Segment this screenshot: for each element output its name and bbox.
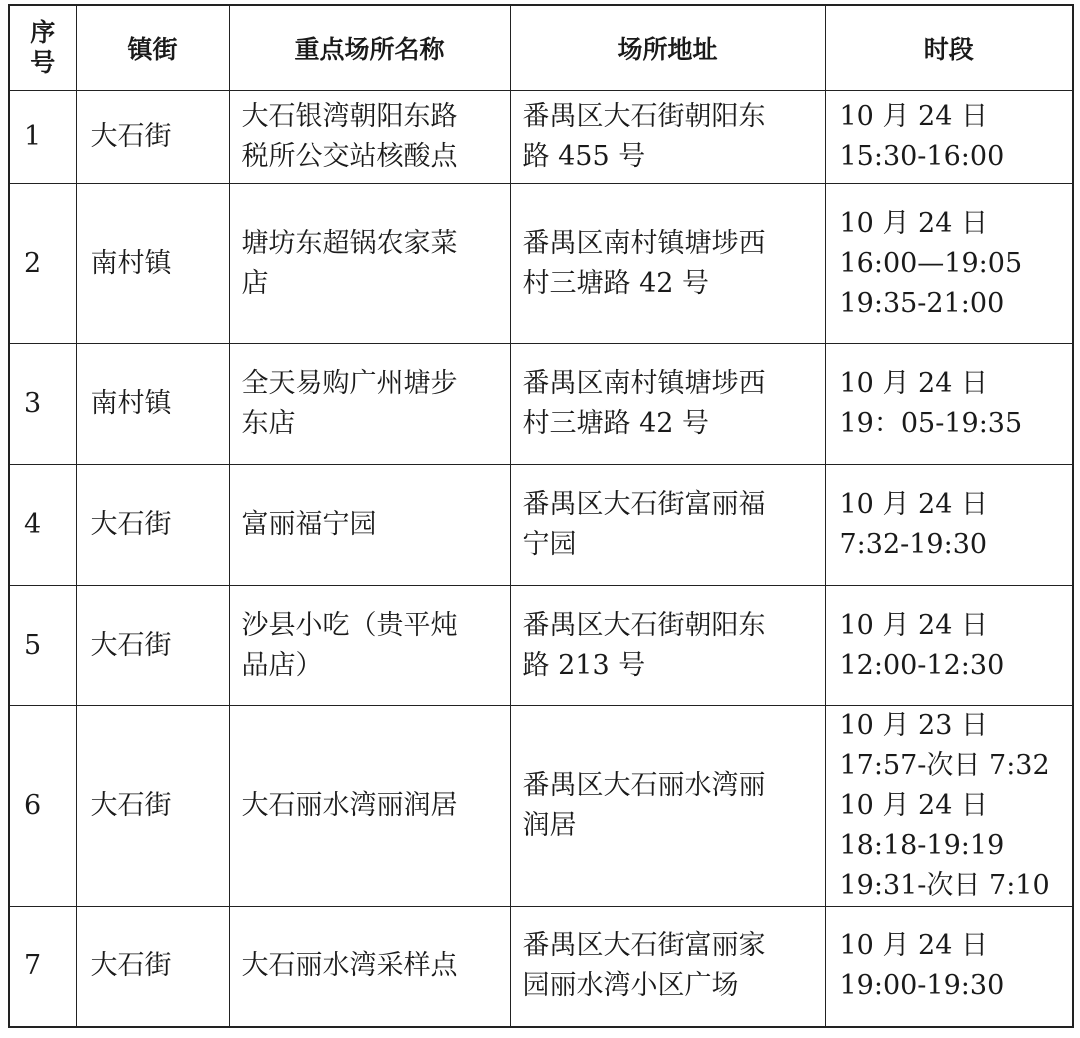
time-period [826,364,1073,444]
location-name-line: 沙县小吃（贵平炖 [241,609,458,641]
location-address-cell [510,465,825,586]
location-address-line: 润居 [522,810,577,841]
location-address-line: 路 455 号 [522,141,646,172]
time-period-cell [825,344,1073,465]
serial-number: 3 [24,388,42,419]
time-period-line: 19:31-次日 7:10 [839,870,1050,901]
header-time-period: 时段 [825,5,1073,91]
location-name-line: 大石丽水湾采样点 [241,950,458,982]
table-header-row [9,5,1073,91]
town-name-cell [76,706,229,907]
serial-number-cell [9,344,76,465]
location-address-line: 园丽水湾小区广场 [522,970,739,1002]
time-period-line: 18:18-19:19 [839,830,1005,861]
time-period-line: 10 月 24 日 [839,101,988,132]
time-period [826,204,1073,324]
time-period-cell [825,465,1073,586]
location-address-line: 路 213 号 [522,649,646,681]
location-address [511,766,825,846]
serial-number: 7 [24,950,42,982]
town-name: 南村镇 [90,247,172,279]
location-name-cell [229,91,510,184]
location-name-line: 税所公交站核酸点 [241,141,458,172]
time-period [826,606,1073,686]
serial-number: 5 [24,629,42,661]
location-name [230,606,510,686]
location-address [511,224,825,304]
location-address-cell [510,706,825,907]
town-name: 大石街 [90,121,172,152]
header-serial-line2: 号 [30,48,56,77]
serial-number: 2 [24,247,42,279]
time-period-line: 10 月 24 日 [839,790,988,821]
location-address [511,485,825,565]
location-address-cell [510,907,825,1027]
location-address-line: 番禺区南村镇塘埗西 [522,227,766,259]
header-address: 场所地址 [510,5,825,91]
location-name-cell [229,586,510,706]
time-period-line: 12:00-12:30 [839,649,1005,681]
location-address [511,606,825,686]
location-address-line: 村三塘路 42 号 [522,408,710,439]
time-period-cell [825,907,1073,1027]
location-address-line: 番禺区大石街朝阳东 [522,609,766,641]
location-address-cell [510,184,825,344]
location-name-line: 富丽福宁园 [241,509,377,540]
location-name-line: 店 [241,267,269,299]
town-name: 大石街 [90,790,172,821]
town-name: 南村镇 [90,388,172,419]
table-row [9,586,1073,706]
location-name-line: 大石丽水湾丽润居 [241,790,458,821]
time-period-line: 19:00-19:30 [839,970,1005,1002]
header-town: 镇街 [76,5,229,91]
location-address-cell [510,91,825,184]
time-period-line: 15:30-16:00 [839,141,1005,172]
serial-number: 4 [24,509,42,540]
location-name [230,364,510,444]
location-address [511,97,825,177]
town-name-cell [76,184,229,344]
location-name [230,946,510,986]
serial-number-cell [9,907,76,1027]
serial-number: 6 [24,790,42,821]
location-address-line: 番禺区大石街富丽福 [522,489,766,520]
location-name [230,505,510,545]
location-address [511,364,825,444]
location-address-line: 番禺区大石丽水湾丽 [522,770,766,801]
time-period-cell [825,586,1073,706]
time-period-cell [825,706,1073,907]
location-name-cell [229,706,510,907]
table-row [9,184,1073,344]
time-period-line: 10 月 24 日 [839,489,988,520]
locations-table [8,4,1074,1028]
location-name-line: 大石银湾朝阳东路 [241,101,458,132]
location-name-cell [229,907,510,1027]
time-period-cell [825,184,1073,344]
time-period-line: 19：05-19:35 [839,408,1023,439]
table-body [9,91,1073,1027]
serial-number-cell [9,91,76,184]
time-period-cell [825,91,1073,184]
town-name-cell [76,907,229,1027]
time-period [826,706,1073,906]
time-period-line: 16:00—19:05 [839,247,1023,279]
location-address-line: 番禺区南村镇塘埗西 [522,368,766,399]
location-name-line: 品店） [241,649,323,681]
town-name-cell [76,344,229,465]
table-row [9,465,1073,586]
location-address-line: 宁园 [522,529,577,560]
location-address-line: 番禺区大石街朝阳东 [522,101,766,132]
town-name-cell [76,91,229,184]
town-name-cell [76,586,229,706]
time-period [826,926,1073,1006]
header-serial-line1: 序 [30,18,56,47]
serial-number-cell [9,465,76,586]
time-period-line: 10 月 23 日 [839,710,988,741]
header-location-name: 重点场所名称 [229,5,510,91]
town-name: 大石街 [90,950,172,982]
location-address-cell [510,344,825,465]
location-name-line: 东店 [241,408,296,439]
serial-number-cell [9,184,76,344]
location-name [230,786,510,826]
town-name: 大石街 [90,509,172,540]
location-name [230,224,510,304]
location-name-cell [229,465,510,586]
location-name [230,97,510,177]
time-period-line: 10 月 24 日 [839,609,988,641]
location-address-line: 番禺区大石街富丽家 [522,930,766,962]
time-period-line: 17:57-次日 7:32 [839,750,1050,781]
location-address [511,926,825,1006]
town-name-cell [76,465,229,586]
time-period-line: 10 月 24 日 [839,368,988,399]
location-name-cell [229,184,510,344]
time-period [826,485,1073,565]
serial-number-cell [9,706,76,907]
time-period-line: 10 月 24 日 [839,207,988,239]
location-name-line: 全天易购广州塘步 [241,368,458,399]
time-period-line: 19:35-21:00 [839,287,1005,319]
serial-number-cell [9,586,76,706]
table-row [9,907,1073,1027]
location-name-cell [229,344,510,465]
time-period [826,97,1073,177]
time-period-line: 7:32-19:30 [839,529,988,560]
table-row [9,91,1073,184]
time-period-line: 10 月 24 日 [839,930,988,962]
location-address-line: 村三塘路 42 号 [522,267,710,299]
town-name: 大石街 [90,629,172,661]
table-row [9,344,1073,465]
serial-number: 1 [24,121,42,152]
location-name-line: 塘坊东超锅农家菜 [241,227,458,259]
location-address-cell [510,586,825,706]
table-row [9,706,1073,907]
header-serial-number [9,5,76,91]
